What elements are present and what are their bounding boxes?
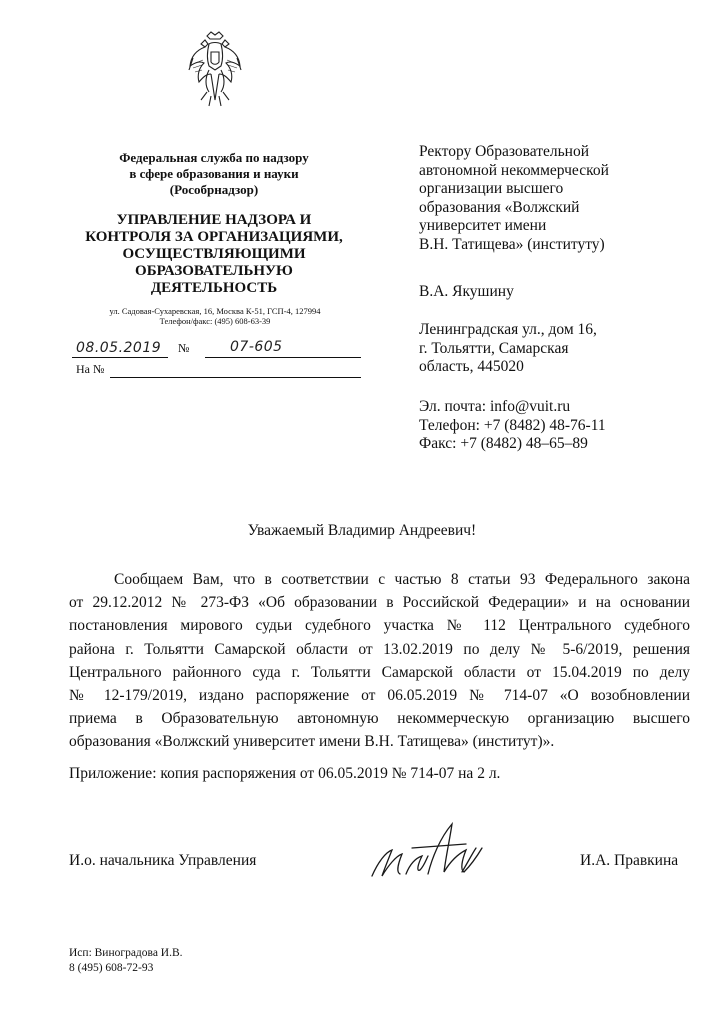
recipient-line-2: автономной некоммерческой: [419, 161, 609, 179]
recipient-address-line-3: область, 445020: [419, 358, 524, 375]
agency-line-2: в сфере образования и науки: [129, 166, 299, 181]
agency-name: [70, 150, 358, 198]
department-name: [70, 212, 358, 297]
body-line-3: постановления мирового судьи судебного участка № 112 Центрального судебного: [69, 617, 690, 635]
executor-name: Исп: Виноградова И.В.: [69, 947, 183, 959]
recipient-email: Эл. почта: info@vuit.ru: [419, 398, 571, 415]
executor-info: [69, 946, 183, 976]
coat-of-arms-emblem: [187, 30, 243, 110]
greeting: Уважаемый Владимир Андреевич!: [247, 522, 477, 539]
letter-number: 07-605: [230, 339, 283, 355]
recipient-fax: Факс: +7 (8482) 48–65–89: [419, 435, 588, 452]
reply-to-label: На №: [76, 362, 105, 376]
attachment-note: Приложение: копия распоряжения от 06.05.2019 № 714-07 на 2 л.: [69, 765, 501, 782]
recipient-address-line-1: Ленинградская ул., дом 16,: [419, 321, 597, 338]
recipient-contacts: [419, 398, 709, 454]
agency-line-1: Федеральная служба по надзору: [119, 150, 309, 165]
recipient-address: [419, 321, 709, 377]
signatory-name: И.А. Правкина: [580, 852, 679, 869]
recipient-line-1: Ректору Образовательной: [419, 143, 589, 160]
department-line-5: ДЕЯТЕЛЬНОСТЬ: [150, 280, 278, 296]
executor-phone: 8 (495) 608-72-93: [69, 962, 154, 974]
sender-phone: Телефон/факс: (495) 608-63-39: [159, 316, 271, 326]
signatory-title: И.о. начальника Управления: [69, 852, 257, 869]
recipient-line-6: В.Н. Татищева» (институту): [419, 235, 605, 253]
body-line-2: от 29.12.2012 № 273-ФЗ «Об образовании в Российской Федерации» и на основании: [69, 594, 690, 612]
body-line-7: приема в Образовательную автономную некоммерческую организацию высшего: [69, 710, 690, 728]
date-underline: [72, 357, 168, 358]
recipient-line-3: организации высшего: [419, 180, 564, 197]
handwritten-signature: [366, 818, 496, 888]
sender-contacts: [80, 306, 350, 326]
body-line-5: Центрального районного суда г. Тольятти Самарской области от 15.04.2019 по делу: [69, 663, 690, 681]
recipient-line-4: образования «Волжский: [419, 198, 580, 216]
number-label: №: [178, 341, 190, 355]
agency-line-3: (Рособрнадзор): [169, 182, 259, 197]
number-underline: [205, 357, 361, 358]
department-line-3: ОСУЩЕСТВЛЯЮЩИМИ: [122, 246, 306, 262]
department-line-4: ОБРАЗОВАТЕЛЬНУЮ: [135, 263, 293, 279]
letter-body: [69, 568, 690, 754]
department-line-2: КОНТРОЛЯ ЗА ОРГАНИЗАЦИЯМИ,: [85, 229, 343, 245]
body-line-4: района г. Тольятти Самарской области от 13.02.2019 по делу № 5-6/2019, решения: [69, 640, 690, 658]
sender-address: ул. Садовая-Сухаревская, 16, Москва К-51, ГСП-4, 127994: [109, 306, 321, 316]
reply-underline: [110, 377, 361, 378]
recipient-phone: Телефон: +7 (8482) 48-76-11: [419, 416, 606, 434]
body-line-6: № 12-179/2019, издано распоряжение от 06.05.2019 № 714-07 «О возобновлении: [69, 687, 690, 705]
recipient-name: В.А. Якушину: [419, 283, 514, 300]
department-line-1: УПРАВЛЕНИЕ НАДЗОРА И: [116, 212, 312, 228]
body-line-1: Сообщаем Вам, что в соответствии с частью 8 статьи 93 Федерального закона: [114, 571, 690, 588]
recipient-address-line-2: г. Тольятти, Самарская: [419, 339, 569, 357]
recipient-title: [419, 143, 709, 254]
letter-date: 08.05.2019: [76, 340, 162, 356]
recipient-line-5: университет имени: [419, 217, 547, 234]
body-line-8: образования «Волжский университет имени В.Н. Татищева» (институт)».: [69, 733, 555, 751]
